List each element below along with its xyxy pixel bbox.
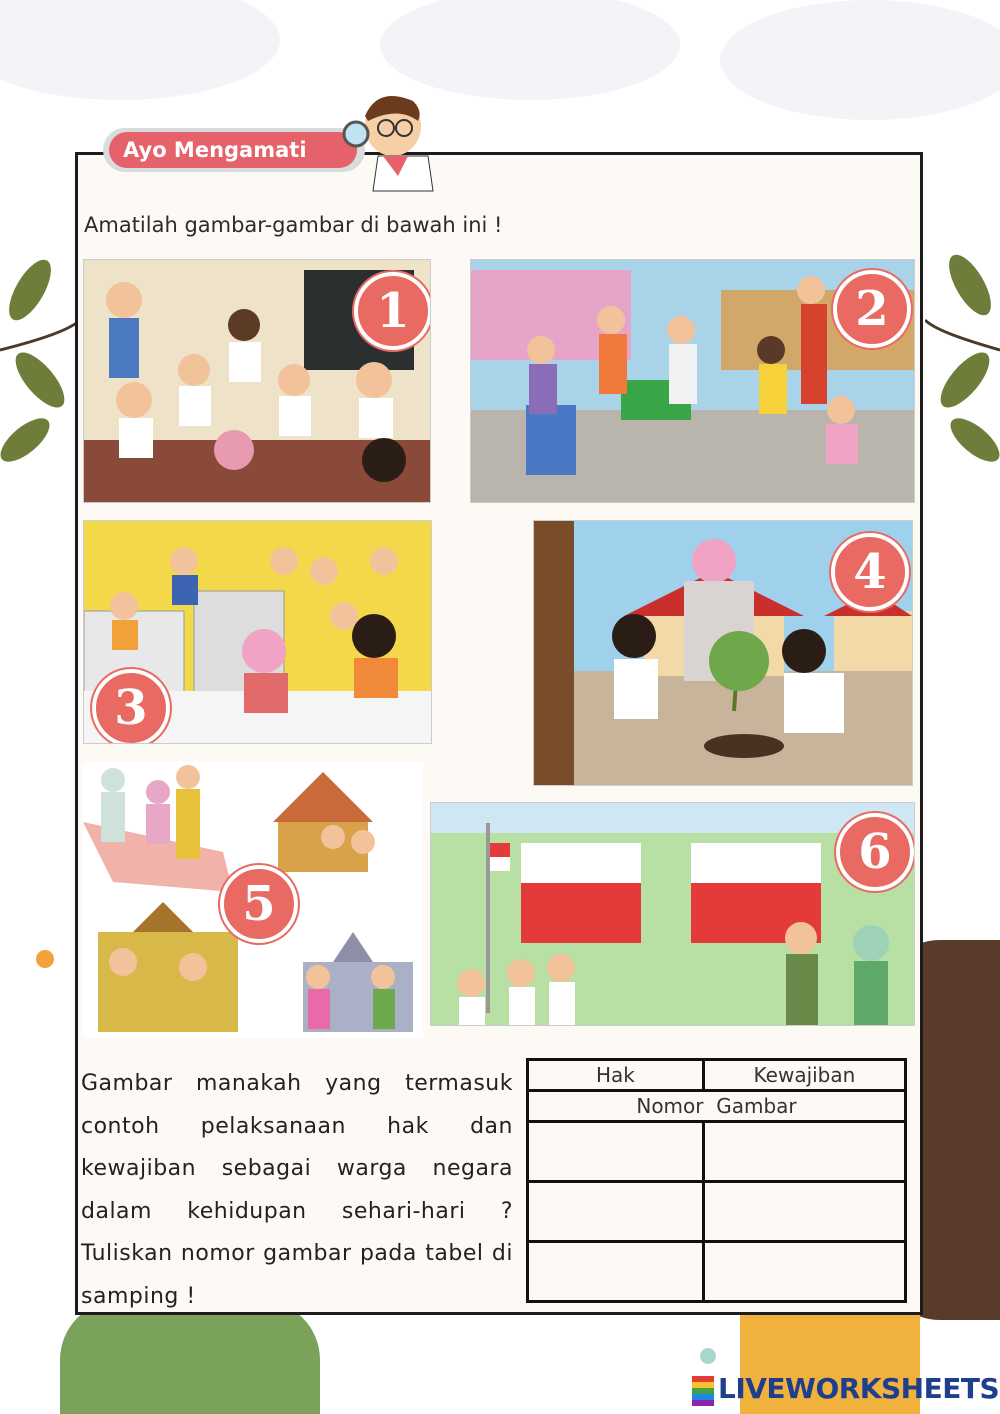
background-cloud — [380, 0, 680, 100]
picture-number-badge: 3 — [92, 669, 170, 744]
picture-number-badge: 5 — [220, 865, 298, 943]
hak-answer-field[interactable] — [529, 1183, 702, 1240]
table-row — [528, 1242, 906, 1302]
question-text: Gambar manakah yang termasuk contoh pelaksanaan hak dan kewajiban sebagai warga negara dalam kehidupan sehari-hari ? Tuliskan nomor gambar pada tabel di samping ! — [81, 1071, 513, 1309]
picture-number-badge: 6 — [836, 813, 914, 891]
picture-1 — [83, 259, 431, 503]
right-leaf-branch-icon — [925, 230, 1000, 470]
picture-2 — [470, 259, 915, 503]
table-subheader: Nomor Gambar — [528, 1091, 906, 1122]
left-leaf-branch-icon — [0, 230, 80, 470]
table-row — [528, 1122, 906, 1182]
kewajiban-answer-field[interactable] — [705, 1123, 904, 1180]
instruction-text: Amatilah gambar-gambar di bawah ini ! — [84, 213, 503, 237]
answer-table — [526, 1058, 907, 1303]
background-cloud — [0, 0, 280, 100]
column-header-kewajiban: Kewajiban — [703, 1060, 905, 1091]
picture-number-badge: 1 — [354, 272, 431, 350]
kewajiban-answer-field[interactable] — [705, 1243, 904, 1300]
hak-answer-field[interactable] — [529, 1243, 702, 1300]
background-cloud — [720, 0, 1000, 120]
brand-watermark — [692, 1372, 999, 1405]
picture-5 — [83, 762, 423, 1038]
column-header-hak: Hak — [528, 1060, 704, 1091]
hak-answer-field[interactable] — [529, 1123, 702, 1180]
picture-number-badge: 2 — [833, 270, 911, 348]
kewajiban-answer-field[interactable] — [705, 1183, 904, 1240]
section-title-tab — [103, 128, 365, 172]
brand-name: LIVEWORKSHEETS — [718, 1372, 1000, 1405]
picture-3 — [83, 520, 432, 744]
table-row — [528, 1182, 906, 1242]
teal-dot-decoration — [700, 1348, 716, 1364]
orange-dot-decoration — [36, 950, 54, 968]
boy-with-magnifier-icon — [338, 86, 438, 196]
picture-number-badge: 4 — [831, 533, 909, 611]
section-title: Ayo Mengamati — [109, 132, 357, 168]
picture-4 — [533, 520, 913, 786]
picture-6 — [430, 802, 915, 1026]
